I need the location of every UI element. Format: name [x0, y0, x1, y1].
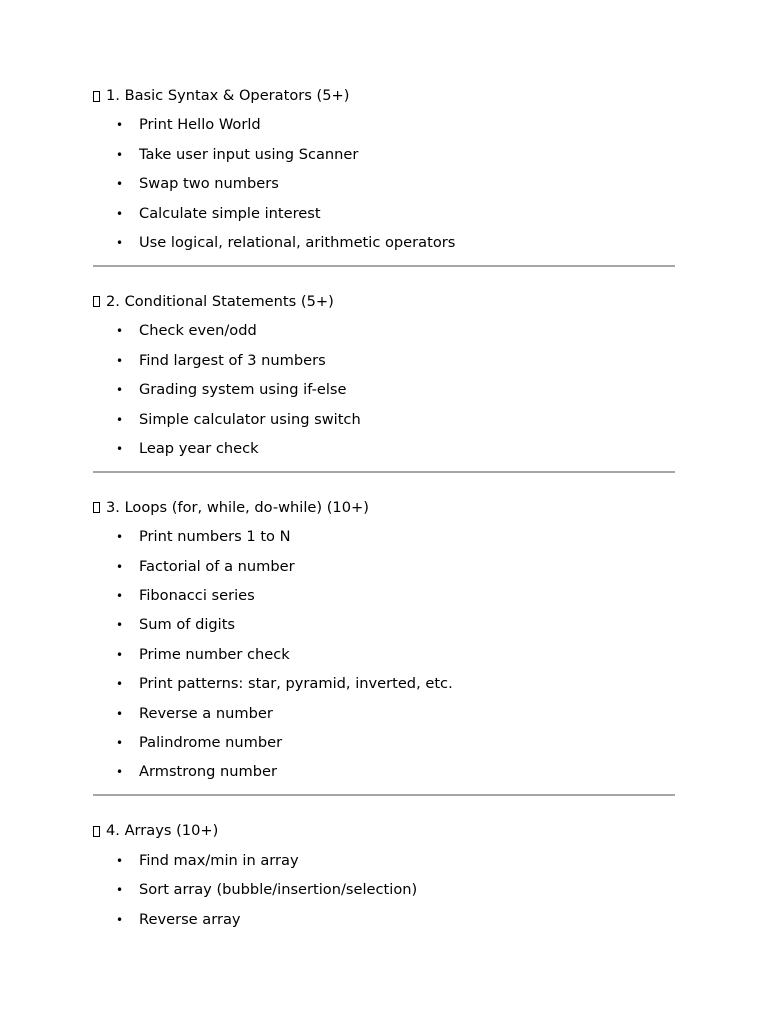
list-item: [93, 694, 675, 723]
list-item-text: Swap two numbers: [139, 175, 279, 193]
section-basic-syntax: [93, 86, 675, 267]
section-heading: [93, 292, 675, 312]
section-heading: [93, 821, 675, 841]
section-arrays: [93, 821, 675, 929]
list-item-text: Print patterns: star, pyramid, inverted, etc.: [139, 675, 453, 693]
section-divider: [93, 471, 675, 473]
list-item-text: Factorial of a number: [139, 557, 295, 575]
bullet-icon: •: [116, 177, 124, 192]
bullet-icon: •: [116, 765, 124, 780]
list-item-text: Print Hello World: [139, 116, 261, 134]
section-heading-text: 4. Arrays (10+): [106, 822, 219, 840]
list-item: [93, 753, 675, 782]
item-list: [93, 312, 675, 459]
bullet-icon: •: [116, 147, 124, 162]
section-heading: [93, 86, 675, 106]
bullet-icon: •: [116, 206, 124, 221]
list-item: [93, 224, 675, 253]
list-item-text: Print numbers 1 to N: [139, 528, 291, 546]
list-item-text: Leap year check: [139, 439, 259, 457]
list-item-text: Prime number check: [139, 645, 290, 663]
list-item-text: Fibonacci series: [139, 587, 255, 605]
list-item-text: Take user input using Scanner: [139, 145, 359, 163]
list-item: [93, 724, 675, 753]
bullet-icon: •: [116, 441, 124, 456]
bullet-icon: •: [116, 589, 124, 604]
list-item: [93, 341, 675, 370]
missing-glyph-icon: [93, 91, 100, 102]
bullet-icon: •: [116, 883, 124, 898]
missing-glyph-icon: [93, 826, 100, 837]
list-item-text: Armstrong number: [139, 763, 277, 781]
list-item-text: Use logical, relational, arithmetic operators: [139, 233, 456, 251]
list-item: [93, 900, 675, 929]
bullet-icon: •: [116, 118, 124, 133]
list-item: [93, 135, 675, 164]
bullet-icon: •: [116, 647, 124, 662]
list-item: [93, 577, 675, 606]
list-item-text: Calculate simple interest: [139, 204, 321, 222]
bullet-icon: •: [116, 235, 124, 250]
list-item: [93, 665, 675, 694]
bullet-icon: •: [116, 530, 124, 545]
list-item-text: Check even/odd: [139, 322, 257, 340]
section-divider: [93, 265, 675, 267]
list-item: [93, 841, 675, 870]
section-conditional-statements: [93, 292, 675, 473]
list-item: [93, 430, 675, 459]
item-list: [93, 841, 675, 929]
bullet-icon: •: [116, 677, 124, 692]
list-item-text: Find largest of 3 numbers: [139, 351, 326, 369]
bullet-icon: •: [116, 412, 124, 427]
section-divider: [93, 794, 675, 796]
list-item: [93, 106, 675, 135]
section-heading-text: 1. Basic Syntax & Operators (5+): [106, 87, 350, 104]
list-item: [93, 371, 675, 400]
bullet-icon: •: [116, 706, 124, 721]
bullet-icon: •: [116, 912, 124, 927]
item-list: [93, 518, 675, 783]
list-item-text: Find max/min in array: [139, 851, 299, 869]
list-item: [93, 165, 675, 194]
item-list: [93, 106, 675, 253]
list-item: [93, 400, 675, 429]
list-item-text: Sort array (bubble/insertion/selection): [139, 881, 418, 899]
list-item-text: Palindrome number: [139, 734, 283, 752]
bullet-icon: •: [116, 353, 124, 368]
section-heading-text: 2. Conditional Statements (5+): [106, 292, 334, 310]
bullet-icon: •: [116, 383, 124, 398]
section-heading: [93, 498, 675, 518]
list-item-text: Reverse array: [139, 910, 241, 928]
list-item: [93, 547, 675, 576]
bullet-icon: •: [116, 736, 124, 751]
list-item-text: Reverse a number: [139, 704, 273, 722]
list-item-text: Simple calculator using switch: [139, 410, 361, 428]
list-item-text: Grading system using if-else: [139, 381, 347, 399]
list-item: [93, 194, 675, 223]
list-item: [93, 518, 675, 547]
bullet-icon: •: [116, 853, 124, 868]
missing-glyph-icon: [93, 296, 100, 307]
bullet-icon: •: [116, 559, 124, 574]
list-item: [93, 635, 675, 664]
document-page: [93, 86, 675, 930]
list-item: [93, 312, 675, 341]
section-heading-text: 3. Loops (for, while, do-while) (10+): [106, 498, 369, 516]
list-item-text: Sum of digits: [139, 616, 236, 634]
section-loops: [93, 498, 675, 797]
list-item: [93, 606, 675, 635]
bullet-icon: •: [116, 618, 124, 633]
bullet-icon: •: [116, 324, 124, 339]
missing-glyph-icon: [93, 502, 100, 513]
list-item: [93, 871, 675, 900]
